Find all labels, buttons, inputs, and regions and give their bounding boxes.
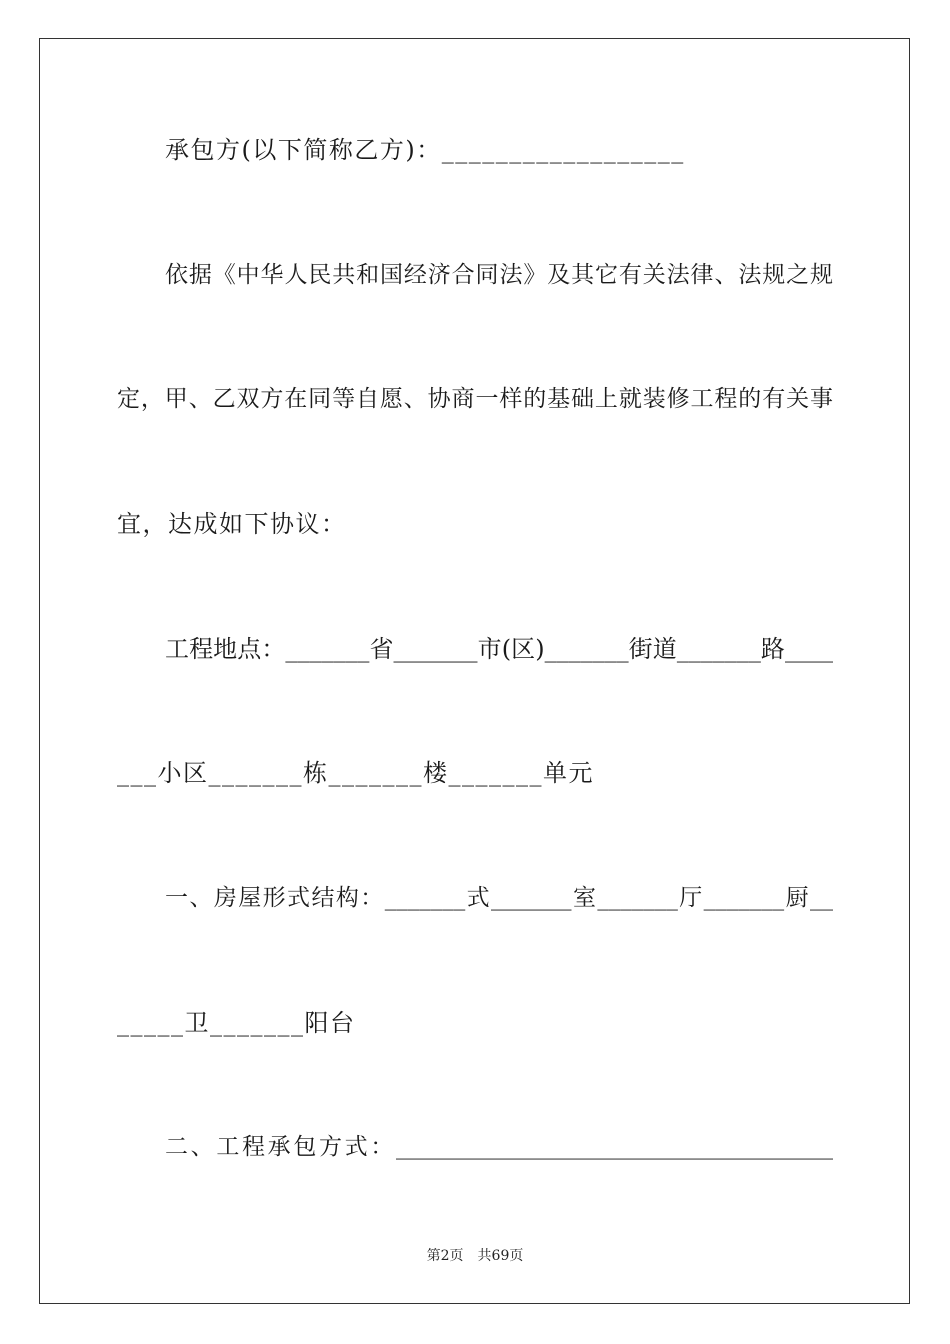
contractor-line: 承包方(以下简称乙方)：__________________: [165, 136, 685, 164]
project-location-line-1: 工程地点：_______省_______市(区)_______街道_______路____: [165, 635, 833, 663]
paragraph-line-1: 依据《中华人民共和国经济合同法》及其它有关法律、法规之规: [165, 262, 833, 288]
paragraph-line-3: 宜，达成如下协议：: [117, 510, 347, 538]
house-structure-line-1: 一、房屋形式结构：_______式_______室_______厅_______厨__: [165, 885, 833, 911]
project-location-line-2: ___小区_______栋_______楼_______单元: [117, 759, 594, 787]
page-total: 共69页: [477, 1248, 524, 1264]
page-number: 第2页: [426, 1248, 464, 1264]
house-structure-line-2: _____卫_______阳台: [117, 1009, 356, 1037]
page-footer: [0, 1246, 950, 1266]
paragraph-line-2: 定，甲、乙双方在同等自愿、协商一样的基础上就装修工程的有关事: [117, 386, 833, 412]
page-border: [39, 38, 910, 1304]
contracting-method-line: 二、工程承包方式：______________________________________: [165, 1134, 833, 1160]
